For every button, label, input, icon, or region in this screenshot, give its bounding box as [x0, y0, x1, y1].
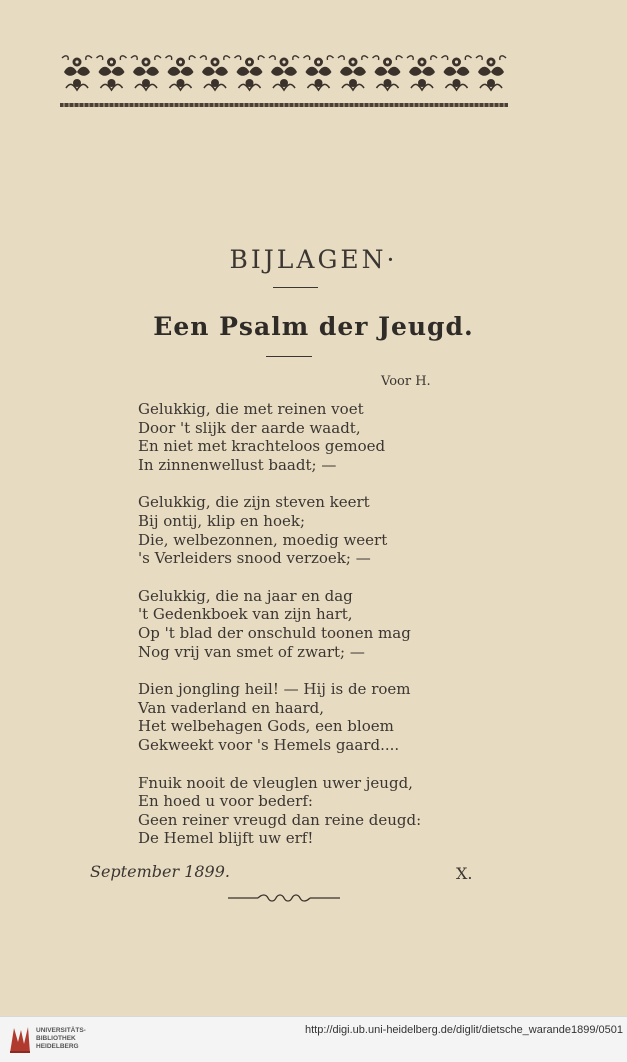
institution-line: BIBLIOTHEK	[36, 1035, 76, 1042]
permalink-url[interactable]: http://digi.ub.uni-heidelberg.de/diglit/dietsche_warande1899/0501	[304, 1024, 623, 1036]
stanza	[138, 680, 468, 754]
stanza	[138, 493, 468, 567]
poem-line: Geen reiner vreugd dan reine deugd:	[138, 810, 422, 829]
subtitle-divider	[266, 356, 312, 357]
poem-line: De Hemel blijft uw erf!	[138, 829, 314, 848]
poem-line: Nog vrij van smet of zwart; —	[138, 642, 365, 661]
poem-date: September 1899.	[90, 862, 230, 881]
poem-line: In zinnenwellust baadt; —	[138, 455, 337, 474]
poem-title: Een Psalm der Jeugd.	[153, 312, 474, 341]
poem-line: Gelukkig, die zijn steven keert	[138, 493, 370, 512]
poem-line: Het welbehagen Gods, een bloem	[138, 717, 394, 736]
viewer-footer	[0, 1016, 627, 1062]
heidelberg-library-logo-icon	[8, 1024, 32, 1055]
dedication: Voor H.	[381, 374, 431, 389]
poem-line: Gekweekt voor 's Hemels gaard....	[138, 735, 400, 754]
poem-line: En niet met krachteloos gemoed	[138, 437, 386, 456]
page-title: BIJLAGEN·	[229, 245, 398, 274]
poem-line: Die, welbezonnen, moedig weert	[138, 530, 388, 549]
ornament-rule	[60, 103, 508, 107]
title-divider	[273, 287, 318, 288]
poem-line: Gelukkig, die met reinen voet	[138, 400, 364, 418]
poem-line: Van vaderland en haard,	[138, 698, 325, 717]
stanza	[138, 587, 468, 661]
poem-line: En hoed u voor bederf:	[138, 792, 313, 811]
poem-line: Door 't slijk der aarde waadt,	[138, 418, 361, 437]
poem-line: Op 't blad der onschuld toonen mag	[138, 623, 411, 642]
stanza	[138, 774, 468, 848]
stanza	[138, 400, 468, 474]
institution-line: HEIDELBERG	[36, 1043, 79, 1050]
poem-line: Bij ontij, klip en hoek;	[138, 511, 306, 530]
poem-number: X.	[456, 864, 473, 883]
floral-ornament-band-icon	[60, 50, 508, 94]
poem-line: 't Gedenkboek van zijn hart,	[138, 605, 353, 624]
poem-line: 's Verleiders snood verzoek; —	[138, 549, 371, 568]
poem-line: Dien jongling heil! — Hij is de roem	[138, 680, 411, 699]
institution-line: UNIVERSITÄTS-	[36, 1027, 86, 1034]
decorative-tailpiece-icon	[228, 893, 340, 903]
institution-name	[36, 1027, 86, 1051]
poem-body	[138, 400, 468, 867]
poem-line: Fnuik nooit de vleuglen uwer jeugd,	[138, 773, 413, 792]
poem-line: Gelukkig, die na jaar en dag	[138, 586, 353, 605]
